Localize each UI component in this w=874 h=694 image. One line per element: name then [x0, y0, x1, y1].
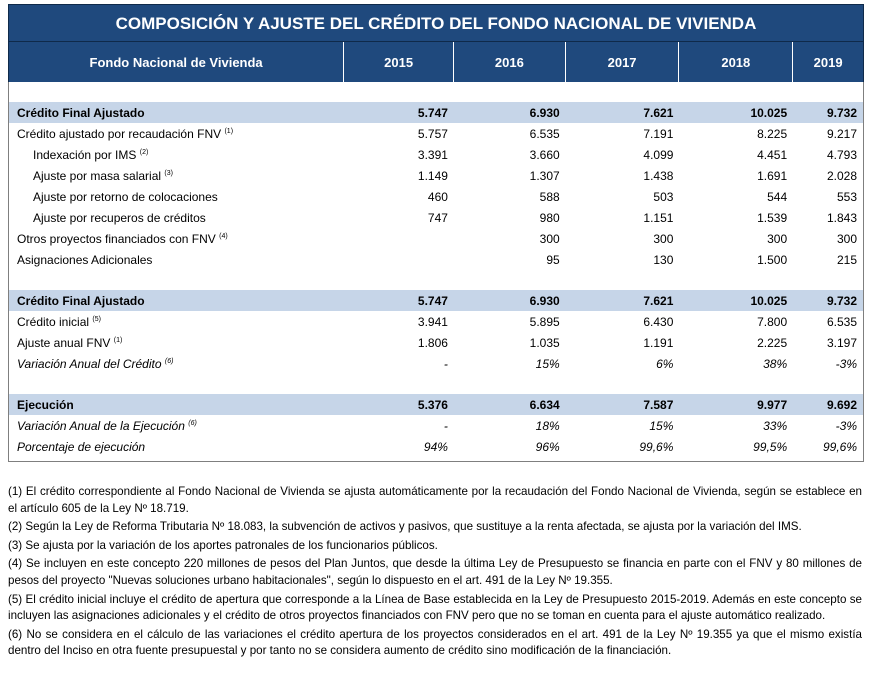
- value-cell: 5.747: [417, 105, 448, 120]
- value-cell: 503: [653, 189, 674, 204]
- value-cell: 94%: [423, 439, 448, 454]
- value-cell: 1.843: [826, 210, 857, 225]
- value-cell: 7.191: [643, 126, 674, 141]
- value-cell: 980: [539, 210, 560, 225]
- value-cell: 5.757: [417, 126, 448, 141]
- row-label-text: Crédito Final Ajustado: [17, 293, 145, 308]
- value-cell: 9.977: [757, 397, 788, 412]
- value-cell: 99,6%: [822, 439, 857, 454]
- row-label: [9, 106, 344, 120]
- row-label-text: Variación Anual de la Ejecución: [17, 418, 185, 433]
- row-label: [9, 294, 344, 308]
- value-cell: 4.099: [643, 147, 674, 162]
- value-cell: 95: [546, 252, 560, 267]
- value-cell: 6.930: [529, 293, 560, 308]
- row-label: [9, 232, 344, 246]
- value-cell: 1.149: [417, 168, 448, 183]
- row-label-text: Ajuste por masa salarial: [33, 168, 162, 183]
- row-label-text: Ajuste por recuperos de créditos: [33, 210, 206, 225]
- table-header: [8, 42, 864, 82]
- value-cell: 2.028: [826, 168, 857, 183]
- value-cell: 18%: [535, 418, 560, 433]
- row-label-text: Ajuste por retorno de colocaciones: [33, 189, 218, 204]
- value-cell: 99,6%: [639, 439, 674, 454]
- value-cell: -3%: [835, 418, 857, 433]
- footnote-4: (4) Se incluyen en este concepto 220 millones de pesos del Plan Juntos, que desde la última Ley de Presupuesto se financia en parte con el FNV y 80 millones de pesos del proyecto "Nuevas soluciones urbano habitacionales", según lo dispuesto en el art. 491 de la Ley Nº 19.355.: [8, 557, 862, 587]
- row-label: [9, 336, 344, 350]
- value-cell: 10.025: [750, 105, 788, 120]
- footnotes: [8, 484, 862, 662]
- value-cell: 544: [767, 189, 788, 204]
- table-row: [9, 186, 863, 207]
- header-2017: 2017: [566, 42, 680, 82]
- value-cell: -: [443, 418, 448, 433]
- row-label: [9, 148, 344, 162]
- row-spacer: [9, 82, 863, 102]
- header-label: Fondo Nacional de Vivienda: [9, 42, 344, 82]
- value-cell: 6.634: [529, 397, 560, 412]
- footnote-5: (5) El crédito inicial incluye el crédito de apertura que corresponde a la Línea de Base establecida en la Ley de Presupuesto 2015-2019. Además en este concepto se incluyen las asignaciones adicionales y el crédito de otros proyectos financiados con FNV pero que no se toman en cuenta para el ajuste automático realizado.: [8, 592, 862, 623]
- value-cell: 1.191: [643, 335, 674, 350]
- value-cell: 15%: [649, 418, 674, 433]
- header-2015: 2015: [344, 42, 454, 82]
- table-row: [9, 102, 863, 123]
- row-label-text: Crédito ajustado por recaudación FNV: [17, 126, 222, 141]
- value-cell: 5.895: [529, 314, 560, 329]
- value-cell: 1.806: [417, 335, 448, 350]
- value-cell: 99,5%: [753, 439, 788, 454]
- row-label-text: Asignaciones Adicionales: [17, 252, 153, 267]
- value-cell: 3.941: [417, 314, 448, 329]
- table-row: [9, 123, 863, 144]
- value-cell: 9.732: [826, 105, 857, 120]
- row-label-text: Variación Anual del Crédito: [17, 356, 162, 371]
- value-cell: 588: [539, 189, 560, 204]
- row-label: [9, 190, 344, 204]
- row-label: [9, 419, 344, 433]
- footnote-ref: (1): [113, 336, 123, 344]
- footnote-ref: (6): [188, 419, 197, 427]
- row-label: [9, 440, 344, 454]
- value-cell: 10.025: [750, 293, 788, 308]
- table-row: [9, 144, 863, 165]
- table-row: [9, 332, 863, 353]
- value-cell: 3.660: [529, 147, 560, 162]
- footnote-2: (2) Según la Ley de Reforma Tributaria Nº 18.083, la subvención de activos y pasivos, que sustituye a la renta afectada, se ajusta por la variación del IMS.: [8, 520, 802, 534]
- row-label: [9, 253, 344, 267]
- value-cell: -: [443, 356, 448, 371]
- value-cell: 7.587: [643, 397, 674, 412]
- row-spacer: [9, 270, 863, 290]
- row-spacer: [9, 374, 863, 394]
- value-cell: 6.535: [826, 314, 857, 329]
- table-row: [9, 290, 863, 311]
- footnote-1: (1) El crédito correspondiente al Fondo Nacional de Vivienda se ajusta automáticamente por la recaudación del Fondo Nacional de Vivienda, según se establece en el artículo 605 de la Ley Nº 18.719.: [8, 485, 862, 515]
- value-cell: 553: [836, 189, 857, 204]
- row-label: [9, 315, 344, 329]
- value-cell: 460: [427, 189, 448, 204]
- row-label-text: Crédito inicial: [17, 314, 90, 329]
- table-row: [9, 394, 863, 415]
- table-row: [9, 415, 863, 436]
- value-cell: 1.438: [643, 168, 674, 183]
- footnote-3: (3) Se ajusta por la variación de los aportes patronales de los funcionarios públicos.: [8, 538, 438, 552]
- row-label-text: Ajuste anual FNV: [17, 335, 111, 350]
- row-label-text: Indexación por IMS: [33, 147, 137, 162]
- value-cell: 6.930: [529, 105, 560, 120]
- value-cell: 215: [836, 252, 857, 267]
- value-cell: 747: [427, 210, 448, 225]
- footnote-ref: (4): [219, 232, 228, 240]
- value-cell: 1.035: [529, 335, 560, 350]
- value-cell: 130: [653, 252, 674, 267]
- value-cell: 9.692: [826, 397, 857, 412]
- table-row: [9, 353, 863, 374]
- value-cell: 5.376: [417, 397, 448, 412]
- value-cell: 6.535: [529, 126, 560, 141]
- value-cell: 38%: [763, 356, 788, 371]
- table-row: [9, 311, 863, 332]
- value-cell: 300: [767, 231, 788, 246]
- row-label-text: Crédito Final Ajustado: [17, 105, 145, 120]
- value-cell: 15%: [535, 356, 560, 371]
- value-cell: 9.217: [826, 126, 857, 141]
- table-row: [9, 436, 863, 457]
- value-cell: -3%: [835, 356, 857, 371]
- table-row: [9, 228, 863, 249]
- value-cell: 7.621: [643, 105, 674, 120]
- value-cell: 8.225: [757, 126, 788, 141]
- footnote-6: (6) No se considera en el cálculo de las variaciones el crédito apertura de los proyectos considerados en el art. 491 de la Ley Nº 19.355 ya que el mismo existía dentro del Inciso en otra fuente presupuestal y por tanto no se considera aumento de crédito sino modificación de la financiación.: [8, 627, 862, 658]
- table-row: [9, 165, 863, 186]
- value-cell: 1.307: [529, 168, 560, 183]
- row-label-text: Ejecución: [17, 397, 74, 412]
- value-cell: 96%: [535, 439, 560, 454]
- value-cell: 6.430: [643, 314, 674, 329]
- row-label: [9, 127, 344, 141]
- table-row: [9, 249, 863, 270]
- value-cell: 7.621: [643, 293, 674, 308]
- value-cell: 33%: [763, 418, 788, 433]
- value-cell: 300: [836, 231, 857, 246]
- header-2016: 2016: [454, 42, 566, 82]
- value-cell: 1.691: [757, 168, 788, 183]
- footnote-ref: (1): [224, 127, 234, 135]
- row-label-text: Otros proyectos financiados con FNV: [17, 231, 216, 246]
- row-label: [9, 357, 344, 371]
- value-cell: 1.151: [643, 210, 674, 225]
- value-cell: 4.793: [826, 147, 857, 162]
- row-label: [9, 398, 344, 412]
- value-cell: 3.197: [826, 335, 857, 350]
- value-cell: 300: [653, 231, 674, 246]
- row-label-text: Porcentaje de ejecución: [17, 439, 146, 454]
- footnote-ref: (3): [164, 169, 173, 177]
- row-label: [9, 169, 344, 183]
- value-cell: 7.800: [757, 314, 788, 329]
- value-cell: 5.747: [417, 293, 448, 308]
- value-cell: 300: [539, 231, 560, 246]
- row-label: [9, 211, 344, 225]
- value-cell: 6%: [656, 356, 674, 371]
- footnote-ref: (6): [164, 357, 174, 365]
- value-cell: 4.451: [757, 147, 788, 162]
- value-cell: 1.539: [757, 210, 788, 225]
- footnote-ref: (2): [139, 148, 149, 156]
- value-cell: 2.225: [757, 335, 788, 350]
- value-cell: 3.391: [417, 147, 448, 162]
- table-row: [9, 207, 863, 228]
- value-cell: 1.500: [757, 252, 788, 267]
- table-body: [8, 82, 864, 462]
- table-title: COMPOSICIÓN Y AJUSTE DEL CRÉDITO DEL FONDO NACIONAL DE VIVIENDA: [8, 4, 864, 42]
- header-2019: 2019: [813, 54, 843, 70]
- report-table: [8, 4, 864, 462]
- header-2018: 2018: [679, 42, 793, 82]
- value-cell: 9.732: [826, 293, 857, 308]
- footnote-ref: (5): [92, 315, 101, 323]
